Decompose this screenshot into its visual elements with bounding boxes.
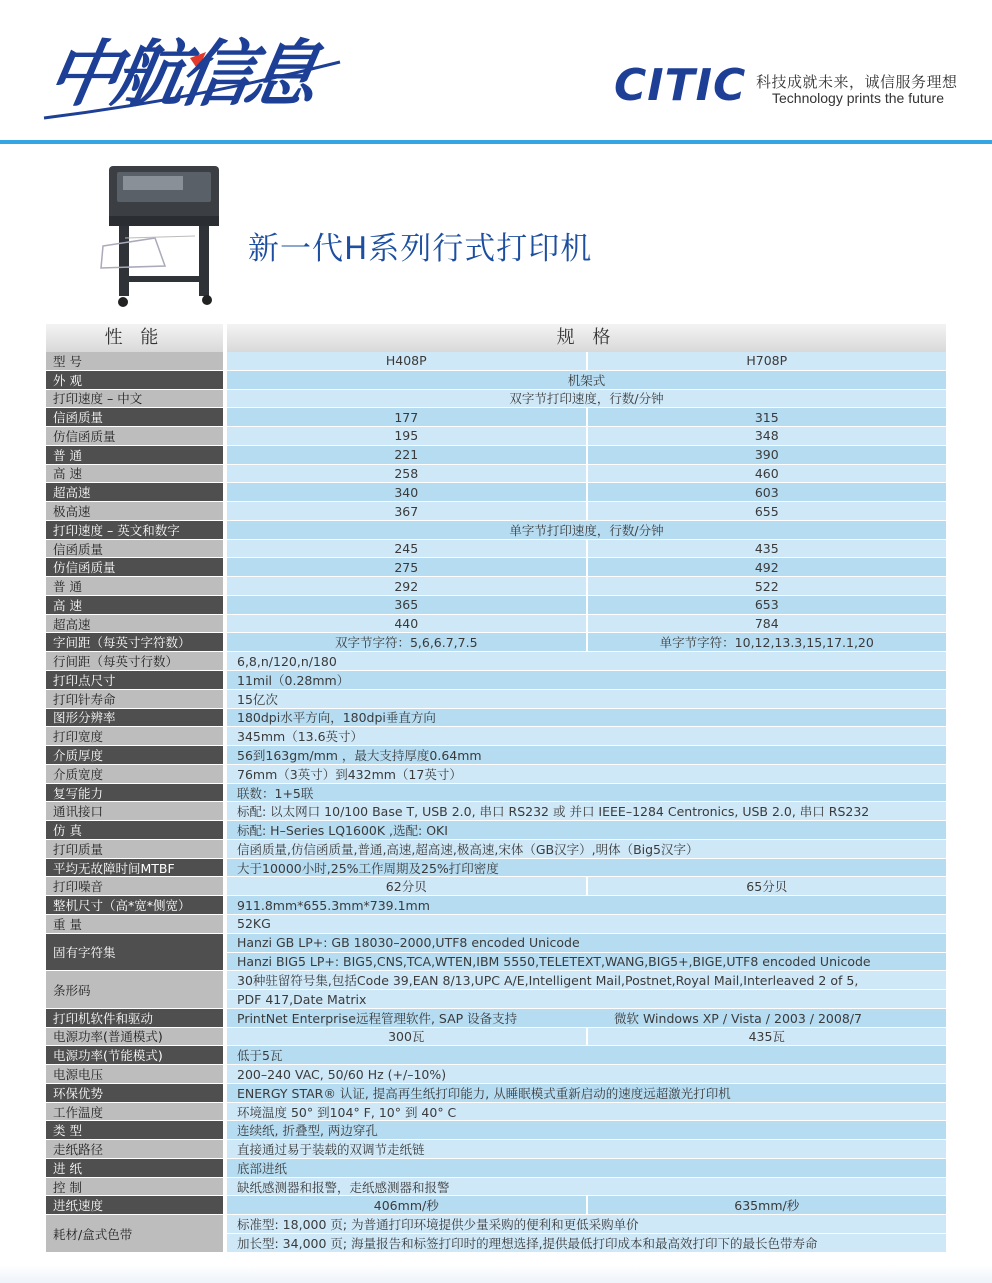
row-value xyxy=(227,596,946,614)
row-label: 超高速 xyxy=(46,483,223,501)
row-value xyxy=(227,427,946,445)
row-value xyxy=(227,934,946,971)
cell-value: 300瓦 xyxy=(388,1029,425,1045)
table-row xyxy=(46,577,946,596)
row-value xyxy=(227,1178,946,1196)
table-row xyxy=(46,483,946,502)
row-label: 进纸速度 xyxy=(46,1196,223,1214)
cell-value: 653 xyxy=(586,596,947,614)
cell-line: Hanzi GB LP+: GB 18030–2000,UTF8 encoded Unicode xyxy=(237,935,580,951)
bottom-strip xyxy=(0,1265,992,1283)
row-columns xyxy=(227,633,946,651)
row-label: 超高速 xyxy=(46,615,223,633)
cell-value: 603 xyxy=(586,483,947,501)
cell-value: 双字节字符：5,6,6.7,7.5 xyxy=(334,635,478,651)
row-columns xyxy=(227,1028,946,1046)
cell-value: 195 xyxy=(394,428,419,444)
row-value xyxy=(227,1140,946,1158)
row-label: 固有字符集 xyxy=(46,934,223,971)
cell-value: 双字节打印速度，行数/分钟 xyxy=(509,391,664,407)
row-value xyxy=(227,615,946,633)
row-label: 打印点尺寸 xyxy=(46,671,223,689)
table-row xyxy=(46,1159,946,1178)
product-title: 新一代H系列行式打印机 xyxy=(248,231,593,267)
row-label: 信函质量 xyxy=(46,408,223,426)
row-label: 平均无故障时间MTBF xyxy=(46,859,223,877)
table-row xyxy=(46,859,946,878)
table-row xyxy=(46,1215,946,1253)
cell-value: 348 xyxy=(586,427,947,445)
cell-value: 340 xyxy=(394,484,419,500)
cell-value: 底部进纸 xyxy=(237,1160,288,1176)
table-row xyxy=(46,1046,946,1065)
row-label: 电源功率(节能模式) xyxy=(46,1046,223,1064)
row-value xyxy=(227,784,946,802)
row-label: 耗材/盒式色带 xyxy=(46,1215,223,1252)
row-value xyxy=(227,915,946,933)
cell-value: 52KG xyxy=(237,916,271,932)
row-label: 打印噪音 xyxy=(46,877,223,895)
table-row xyxy=(46,1103,946,1122)
row-label: 信函质量 xyxy=(46,540,223,558)
row-value xyxy=(227,709,946,727)
company-logo-cn: 中航信息 xyxy=(40,32,320,116)
table-row xyxy=(46,1140,946,1159)
row-label: 通讯接口 xyxy=(46,802,223,820)
cell-value: 655 xyxy=(586,502,947,520)
row-label: 打印机软件和驱动 xyxy=(46,1009,223,1027)
table-row xyxy=(46,1009,946,1028)
row-label: 介质厚度 xyxy=(46,746,223,764)
row-value xyxy=(227,521,946,539)
cell-value: 62分贝 xyxy=(385,879,427,895)
cell-value: 直接通过易于装载的双调节走纸链 xyxy=(237,1142,425,1158)
page-header xyxy=(0,0,992,140)
row-value xyxy=(227,896,946,914)
row-label: 控 制 xyxy=(46,1178,223,1196)
row-label: 高 速 xyxy=(46,596,223,614)
cell-value: 低于5瓦 xyxy=(237,1048,283,1064)
row-label: 字间距（每英寸字符数） xyxy=(46,633,223,651)
row-value xyxy=(227,1009,946,1027)
cell-value: H708P xyxy=(586,352,947,370)
row-label: 仿信函质量 xyxy=(46,558,223,576)
table-row xyxy=(46,971,946,1009)
row-lines xyxy=(227,1215,946,1252)
row-columns xyxy=(227,408,946,426)
table-row xyxy=(46,633,946,652)
table-row xyxy=(46,446,946,465)
table-row xyxy=(46,408,946,427)
row-label: 高 速 xyxy=(46,465,223,483)
table-row xyxy=(46,746,946,765)
table-row xyxy=(46,427,946,446)
table-row xyxy=(46,502,946,521)
row-value xyxy=(227,1159,946,1177)
row-lines xyxy=(227,971,946,1008)
cell-value: 单字节字符：10,12,13.3,15,17.1,20 xyxy=(586,633,947,651)
row-label: 类 型 xyxy=(46,1121,223,1139)
row-value xyxy=(227,727,946,745)
row-value xyxy=(227,821,946,839)
spec-table xyxy=(46,324,946,1253)
cell-value: 机架式 xyxy=(567,372,606,388)
row-columns xyxy=(227,1196,946,1214)
slogan-cn: 科技成就未来，诚信服务理想 xyxy=(756,73,958,91)
cell-value: 522 xyxy=(586,577,947,595)
row-label: 打印速度 – 中文 xyxy=(46,390,223,408)
row-value xyxy=(227,690,946,708)
cell-value: 275 xyxy=(394,559,419,575)
cell-value: 6,8,n/120,n/180 xyxy=(237,653,337,669)
cell-value: 信函质量,仿信函质量,普通,高速,超高速,极高速,宋体（GB汉字）,明体（Big5汉字） xyxy=(237,841,699,857)
table-row xyxy=(46,652,946,671)
row-value xyxy=(227,540,946,558)
cell-value: 635mm/秒 xyxy=(586,1196,947,1214)
cell-value: 492 xyxy=(586,558,947,576)
row-columns xyxy=(227,540,946,558)
row-label: 普 通 xyxy=(46,577,223,595)
row-label: 型 号 xyxy=(46,352,223,370)
row-label: 电源电压 xyxy=(46,1065,223,1083)
cell-value: 258 xyxy=(394,465,419,481)
cell-value: 245 xyxy=(394,541,419,557)
row-value xyxy=(227,1215,946,1252)
table-row xyxy=(46,390,946,409)
cell-value: 11mil（0.28mm） xyxy=(237,672,350,688)
row-columns xyxy=(227,483,946,501)
cell-value: 784 xyxy=(586,615,947,633)
cell-value: 标配: H–Series LQ1600K ,选配: OKI xyxy=(237,823,448,839)
row-value xyxy=(227,971,946,1008)
row-lines xyxy=(227,934,946,971)
table-row xyxy=(46,1065,946,1084)
table-row xyxy=(46,596,946,615)
cell-value: ENERGY STAR® 认证, 提高再生纸打印能力, 从睡眠模式重新启动的速度远超激光打印机 xyxy=(237,1085,731,1101)
row-columns xyxy=(227,446,946,464)
row-value xyxy=(227,1065,946,1083)
row-value xyxy=(227,877,946,895)
cell-value: 56到163gm/mm ，最大支持厚度0.64mm xyxy=(237,747,482,763)
row-columns xyxy=(227,427,946,445)
row-label: 重 量 xyxy=(46,915,223,933)
table-row xyxy=(46,821,946,840)
row-label: 进 纸 xyxy=(46,1159,223,1177)
table-row xyxy=(46,671,946,690)
cell-value: PrintNet Enterprise远程管理软件, SAP 设备支持 xyxy=(237,1010,518,1026)
row-label: 打印质量 xyxy=(46,840,223,858)
cell-value: 292 xyxy=(394,578,419,594)
table-row xyxy=(46,765,946,784)
row-columns xyxy=(227,558,946,576)
cell-value: 联数：1+5联 xyxy=(237,785,314,801)
table-row xyxy=(46,934,946,972)
row-value xyxy=(227,558,946,576)
row-columns xyxy=(227,596,946,614)
table-row xyxy=(46,540,946,559)
row-value xyxy=(227,1103,946,1121)
row-value xyxy=(227,390,946,408)
row-columns xyxy=(227,352,946,370)
row-columns xyxy=(227,877,946,895)
row-label: 工作温度 xyxy=(46,1103,223,1121)
cell-value: 标配: 以太网口 10/100 Base T, USB 2.0, 串口 RS232 或 并口 IEEE–1284 Centronics, USB 2.0, 串口 RS232 xyxy=(237,804,870,820)
table-row xyxy=(46,802,946,821)
table-row xyxy=(46,1121,946,1140)
cell-line: 加长型: 34,000 页; 海量报告和标签打印时的理想选择,提供最低打印成本和最高效打印下的最长色带寿命 xyxy=(227,1233,946,1252)
row-label: 复写能力 xyxy=(46,784,223,802)
row-value xyxy=(227,502,946,520)
table-row xyxy=(46,465,946,484)
cell-value: 367 xyxy=(394,503,419,519)
row-label: 行间距（每英寸行数） xyxy=(46,652,223,670)
cell-line: 30种驻留符号集,包括Code 39,EAN 8/13,UPC A/E,Intelligent Mail,Postnet,Royal Mail,Interleaved 2 of 5, xyxy=(237,973,859,989)
cell-value: 大于10000小时,25%工作周期及25%打印密度 xyxy=(237,860,499,876)
cell-value: 环境温度 50° 到104° F, 10° 到 40° C xyxy=(237,1104,457,1120)
cell-value: 406mm/秒 xyxy=(373,1198,439,1214)
row-label: 打印宽度 xyxy=(46,727,223,745)
row-label: 环保优势 xyxy=(46,1084,223,1102)
row-value xyxy=(227,671,946,689)
table-row xyxy=(46,352,946,371)
row-label: 打印速度 – 英文和数字 xyxy=(46,521,223,539)
table-row xyxy=(46,1084,946,1103)
row-value xyxy=(227,652,946,670)
row-columns xyxy=(227,465,946,483)
row-label: 图形分辨率 xyxy=(46,709,223,727)
cell-value: 315 xyxy=(586,408,947,426)
cell-line: Hanzi BIG5 LP+: BIG5,CNS,TCA,WTEN,IBM 5550,TELETEXT,WANG,BIG5+,BIGE,UTF8 encoded Unicode xyxy=(227,952,946,971)
cell-value: 微软 Windows XP / Vista / 2003 / 2008/7 xyxy=(614,1010,862,1026)
table-row xyxy=(46,1178,946,1197)
cell-value: 连续纸, 折叠型, 两边穿孔 xyxy=(237,1123,378,1139)
cell-value: 440 xyxy=(394,616,419,632)
row-value xyxy=(227,408,946,426)
header-value: 规 格 xyxy=(227,324,946,352)
line-printer-icon xyxy=(95,158,230,314)
cell-value: 65分贝 xyxy=(586,877,947,895)
row-label: 条形码 xyxy=(46,971,223,1008)
cell-value: 221 xyxy=(394,447,419,463)
row-label: 打印针寿命 xyxy=(46,690,223,708)
row-value xyxy=(227,1028,946,1046)
row-columns xyxy=(227,577,946,595)
table-row xyxy=(46,1196,946,1215)
slogan-en: Technology prints the future xyxy=(772,90,944,106)
cell-value: H408P xyxy=(385,353,427,369)
cell-value: 460 xyxy=(586,465,947,483)
row-label: 仿信函质量 xyxy=(46,427,223,445)
cell-value: 911.8mm*655.3mm*739.1mm xyxy=(237,897,430,913)
row-split xyxy=(227,1009,946,1027)
row-value xyxy=(227,465,946,483)
row-value xyxy=(227,765,946,783)
row-value xyxy=(227,1046,946,1064)
cell-value: 200–240 VAC, 50/60 Hz (+/–10%) xyxy=(237,1066,447,1082)
row-value xyxy=(227,352,946,370)
row-value xyxy=(227,446,946,464)
table-row xyxy=(46,1028,946,1047)
cell-value: 435瓦 xyxy=(586,1028,947,1046)
cell-value: 缺纸感测器和报警，走纸感测器和报警 xyxy=(237,1179,450,1195)
row-value xyxy=(227,371,946,389)
table-body xyxy=(46,352,946,1253)
cell-line: PDF 417,Date Matrix xyxy=(227,989,946,1008)
row-label: 走纸路径 xyxy=(46,1140,223,1158)
table-row xyxy=(46,690,946,709)
row-value xyxy=(227,1121,946,1139)
cell-value: 365 xyxy=(394,597,419,613)
row-value xyxy=(227,859,946,877)
row-columns xyxy=(227,502,946,520)
table-row xyxy=(46,558,946,577)
row-value xyxy=(227,840,946,858)
table-row xyxy=(46,521,946,540)
table-row xyxy=(46,784,946,803)
cell-value: 345mm（13.6英寸） xyxy=(237,729,364,745)
table-row xyxy=(46,840,946,859)
header-label: 性 能 xyxy=(46,324,223,352)
table-row xyxy=(46,371,946,390)
table-row xyxy=(46,615,946,634)
cell-value: 180dpi水平方向，180dpi垂直方向 xyxy=(237,710,436,726)
row-value xyxy=(227,746,946,764)
table-header xyxy=(46,324,946,352)
cell-value: 15亿次 xyxy=(237,691,278,707)
row-label: 极高速 xyxy=(46,502,223,520)
cell-value: 单字节打印速度，行数/分钟 xyxy=(509,522,664,538)
table-row xyxy=(46,915,946,934)
row-label: 整机尺寸（高*宽*侧宽） xyxy=(46,896,223,914)
citic-logo: CITIC xyxy=(614,60,747,111)
table-row xyxy=(46,896,946,915)
cell-value: 76mm（3英寸）到432mm（17英寸） xyxy=(237,766,462,782)
row-columns xyxy=(227,615,946,633)
cell-value: 177 xyxy=(394,409,419,425)
row-value xyxy=(227,802,946,820)
cell-line: 标准型: 18,000 页; 为普通打印环境提供少量采购的便利和更低采购单价 xyxy=(237,1217,639,1233)
table-row xyxy=(46,709,946,728)
table-row xyxy=(46,727,946,746)
row-value xyxy=(227,577,946,595)
table-row xyxy=(46,877,946,896)
row-value xyxy=(227,1084,946,1102)
row-label: 介质宽度 xyxy=(46,765,223,783)
row-label: 仿 真 xyxy=(46,821,223,839)
cell-value: 435 xyxy=(586,540,947,558)
row-value xyxy=(227,633,946,651)
row-value xyxy=(227,1196,946,1214)
cell-value: 390 xyxy=(586,446,947,464)
row-label: 电源功率(普通模式) xyxy=(46,1028,223,1046)
row-label: 外 观 xyxy=(46,371,223,389)
row-label: 普 通 xyxy=(46,446,223,464)
row-value xyxy=(227,483,946,501)
header-divider xyxy=(0,140,992,144)
